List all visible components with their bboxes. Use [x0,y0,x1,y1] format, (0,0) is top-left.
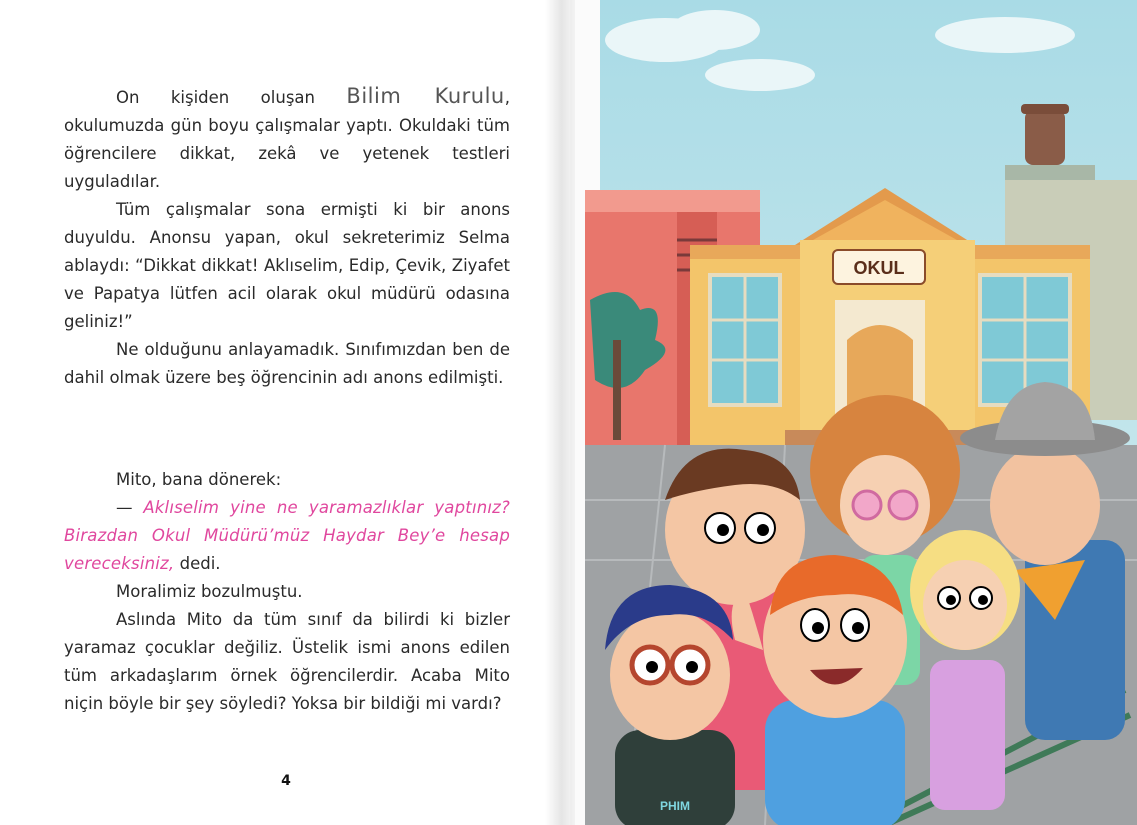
bilim-kurulu-term: Bilim Kurulu [346,84,505,108]
paragraph-7: Aslında Mito da tüm sınıf da bilirdi ki bizler yaramaz çocuklar değiliz. Üstelik ismi anons edilen tüm arkadaşlarım örnek öğrencilerdir. Acaba Mito niçin böyle bir şey söyledi? Yoksa bir bildiği mi vardı? [64,610,510,713]
story-text-bottom [64,466,510,718]
page-number: 4 [281,773,291,789]
left-page [0,0,560,825]
shirt-text: PHIM [660,799,690,813]
paragraph-4: Mito, bana dönerek: [116,470,282,489]
para1-text-a: On kişiden oluşan [116,88,347,107]
boy-with-glasses [605,585,735,825]
school-illustration [585,0,1137,825]
para1-text-b: , okulumuzda gün boyu çalışmalar yaptı. Okuldaki tüm öğrencilere dikkat, zekâ ve yetenek testleri uyguladılar. [64,88,510,191]
paragraph-5 [64,494,510,578]
mito-speech: Aklıselim yine ne yaramazlıklar yaptınız? Birazdan Okul Müdürü’müz Haydar Bey’e hesap vereceksiniz, [64,498,510,573]
paragraph-1 [64,82,510,196]
dialogue-dash: — [116,498,144,517]
paragraph-3: Ne olduğunu anlayamadık. Sınıfımızdan ben de dahil olmak üzere beş öğrencinin adı anons edilmişti. [64,340,510,387]
illustration-art [585,0,1137,825]
school-sign-text: OKUL [853,258,905,278]
book-gutter [545,0,575,825]
story-text-top [64,82,510,392]
paragraph-6: Moralimiz bozulmuştu. [116,582,303,601]
dialogue-end: dedi. [174,554,221,573]
paragraph-2: Tüm çalışmalar sona ermişti ki bir anons duyuldu. Anonsu yapan, okul sekreterimiz Selma ablaydı: “Dikkat dikkat! Aklıselim, Edip, Çevik, Ziyafet ve Papatya lütfen acil olarak okul müdürü odasına geliniz!” [64,200,510,331]
